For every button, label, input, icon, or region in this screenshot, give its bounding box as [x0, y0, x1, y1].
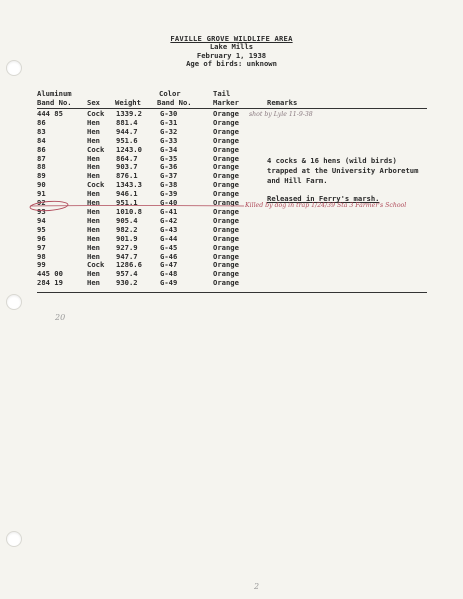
cell-weight: 864.7 — [116, 153, 138, 163]
remark-line-2: trapped at the University Arboretum — [267, 166, 419, 175]
cell-sex: Hen — [87, 117, 100, 127]
header-tail: Tail Marker — [213, 89, 239, 107]
cell-sex: Hen — [87, 153, 100, 163]
cell-band: 90 — [37, 180, 46, 190]
cell-marker: Orange — [213, 260, 239, 270]
header-weight: Weight — [115, 97, 141, 107]
cell-weight: 1286.6 — [116, 260, 142, 270]
cell-band: 94 — [37, 215, 46, 225]
date-line: February 1, 1938 — [196, 50, 267, 60]
cell-sex: Hen — [87, 162, 100, 172]
cell-color: G-42 — [160, 215, 178, 225]
header-color: Color Band No. — [157, 89, 192, 107]
cell-sex: Cock — [87, 260, 105, 270]
cell-band: 83 — [37, 126, 46, 136]
cell-color: G-47 — [160, 260, 178, 270]
remark-line-3: and Hill Farm. — [267, 176, 328, 185]
cell-sex: Hen — [87, 242, 100, 252]
cell-color: G-30 — [160, 109, 178, 118]
handwritten-shot-note: shot by Lyle 11-9-38 — [249, 111, 313, 118]
cell-sex: Cock — [87, 109, 105, 118]
cell-weight: 1010.8 — [116, 206, 142, 216]
handwritten-bottom-mark: 2 — [254, 582, 260, 591]
cell-weight: 905.4 — [116, 215, 138, 225]
cell-color: G-38 — [160, 180, 178, 190]
cell-weight: 957.4 — [116, 269, 138, 279]
cell-color: G-41 — [160, 206, 178, 216]
cell-marker: Orange — [213, 198, 239, 208]
cell-marker: Orange — [213, 215, 239, 225]
cell-weight: 881.4 — [116, 117, 138, 127]
cell-band: 88 — [37, 162, 46, 172]
cell-band: 284 19 — [37, 278, 63, 288]
cell-band: 99 — [37, 260, 46, 270]
cell-marker: Orange — [213, 206, 239, 216]
cell-band: 86 — [37, 117, 46, 127]
cell-sex: Hen — [87, 189, 100, 199]
cell-color: G-44 — [160, 233, 178, 243]
document-title: FAVILLE GROVE WILDLIFE AREA — [170, 34, 293, 43]
cell-weight: 1339.2 — [116, 109, 142, 118]
cell-band: 95 — [37, 224, 46, 234]
cell-weight: 951.1 — [116, 198, 138, 208]
cell-color: G-37 — [160, 171, 178, 181]
header-sex: Sex — [87, 97, 100, 107]
cell-weight: 951.6 — [116, 135, 138, 145]
cell-marker: Orange — [213, 162, 239, 172]
cell-color: G-31 — [160, 117, 178, 127]
cell-sex: Hen — [87, 171, 100, 181]
cell-weight: 944.7 — [116, 126, 138, 136]
cell-marker: Orange — [213, 109, 239, 118]
cell-band: 97 — [37, 242, 46, 252]
cell-marker: Orange — [213, 144, 239, 154]
location-line: Lake Mills — [209, 42, 254, 52]
cell-marker: Orange — [213, 117, 239, 127]
cell-marker: Orange — [213, 126, 239, 136]
cell-marker: Orange — [213, 251, 239, 261]
cell-band: 89 — [37, 171, 46, 181]
cell-marker: Orange — [213, 242, 239, 252]
header-band: Aluminum Band No. — [37, 89, 72, 107]
cell-sex: Hen — [87, 135, 100, 145]
cell-band: 92 — [37, 198, 46, 208]
cell-sex: Hen — [87, 251, 100, 261]
cell-color: G-45 — [160, 242, 178, 252]
header-remarks: Remarks — [267, 97, 298, 107]
cell-marker: Orange — [213, 278, 239, 288]
remark-line-1: 4 cocks & 16 hens (wild birds) — [267, 156, 397, 165]
cell-band: 96 — [37, 233, 46, 243]
cell-weight: 930.2 — [116, 278, 138, 288]
cell-weight: 946.1 — [116, 189, 138, 199]
cell-weight: 1343.3 — [116, 180, 142, 190]
cell-band: 87 — [37, 153, 46, 163]
cell-band: 98 — [37, 251, 46, 261]
cell-marker: Orange — [213, 135, 239, 145]
cell-weight: 903.7 — [116, 162, 138, 172]
cell-sex: Cock — [87, 180, 105, 190]
cell-band: 86 — [37, 144, 46, 154]
cell-marker: Orange — [213, 189, 239, 199]
handwritten-page-number: 20 — [55, 313, 66, 322]
cell-marker: Orange — [213, 233, 239, 243]
cell-marker: Orange — [213, 180, 239, 190]
cell-sex: Hen — [87, 233, 100, 243]
cell-sex: Cock — [87, 144, 105, 154]
cell-color: G-40 — [160, 198, 178, 208]
cell-sex: Hen — [87, 198, 100, 208]
cell-band: 445 00 — [37, 269, 63, 279]
cell-marker: Orange — [213, 269, 239, 279]
cell-sex: Hen — [87, 215, 100, 225]
cell-color: G-46 — [160, 251, 178, 261]
cell-sex: Hen — [87, 206, 100, 216]
cell-color: G-32 — [160, 126, 178, 136]
age-line: Age of birds: unknown — [186, 58, 277, 68]
cell-marker: Orange — [213, 224, 239, 234]
handwritten-killed-note: Killed by dog in trap 1/24/39 Sta 3 Farmer's School — [245, 202, 407, 209]
cell-sex: Hen — [87, 278, 100, 288]
cell-weight: 1243.0 — [116, 144, 142, 154]
cell-weight: 982.2 — [116, 224, 138, 234]
cell-sex: Hen — [87, 126, 100, 136]
cell-sex: Hen — [87, 224, 100, 234]
cell-color: G-49 — [160, 278, 178, 288]
cell-band: 84 — [37, 135, 46, 145]
cell-marker: Orange — [213, 171, 239, 181]
cell-weight: 947.7 — [116, 251, 138, 261]
remark-released: Released in Ferry's marsh. — [267, 194, 380, 203]
cell-weight: 901.9 — [116, 233, 138, 243]
cell-color: G-39 — [160, 189, 178, 199]
cell-band: 444 85 — [37, 109, 63, 118]
cell-band: 91 — [37, 189, 46, 199]
cell-color: G-48 — [160, 269, 178, 279]
cell-sex: Hen — [87, 269, 100, 279]
cell-color: G-43 — [160, 224, 178, 234]
cell-color: G-36 — [160, 162, 178, 172]
cell-color: G-33 — [160, 135, 178, 145]
cell-weight: 927.9 — [116, 242, 138, 252]
cell-color: G-34 — [160, 144, 178, 154]
cell-band: 93 — [37, 206, 46, 216]
cell-weight: 876.1 — [116, 171, 138, 181]
cell-marker: Orange — [213, 153, 239, 163]
cell-color: G-35 — [160, 153, 178, 163]
red-strike — [30, 206, 244, 207]
